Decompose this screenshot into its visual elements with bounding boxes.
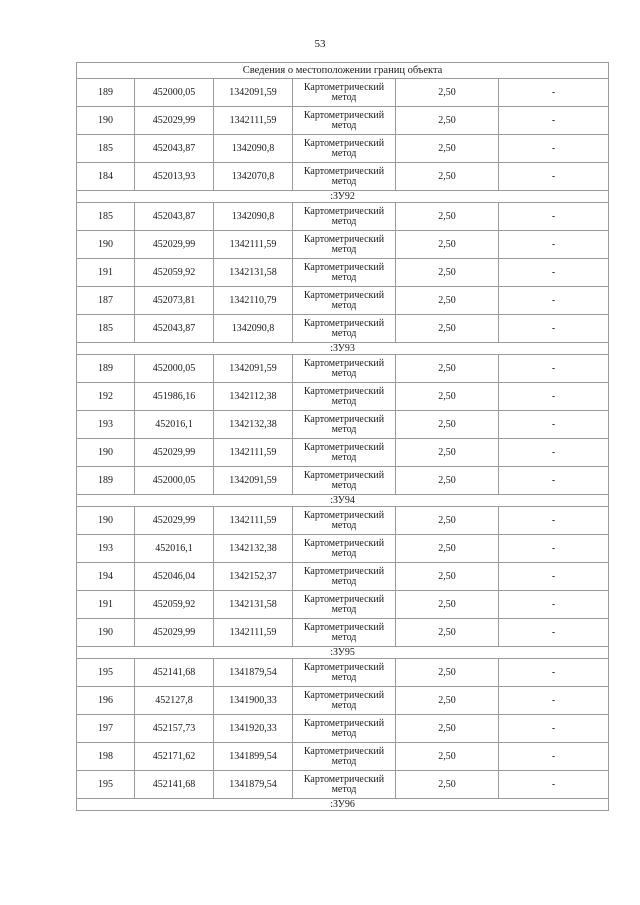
description-cell: - xyxy=(499,315,609,343)
x-coordinate-cell: 452046,04 xyxy=(135,563,214,591)
point-number-cell: 195 xyxy=(77,771,135,799)
boundary-coordinates-table xyxy=(76,62,609,811)
point-number-cell: 190 xyxy=(77,107,135,135)
accuracy-cell: 2,50 xyxy=(396,411,499,439)
description-cell: - xyxy=(499,439,609,467)
y-coordinate-cell: 1342090,8 xyxy=(214,315,293,343)
method-cell: Картометрический метод xyxy=(293,135,396,163)
description-cell: - xyxy=(499,259,609,287)
x-coordinate-cell: 452059,92 xyxy=(135,591,214,619)
accuracy-cell: 2,50 xyxy=(396,507,499,535)
description-cell: - xyxy=(499,659,609,687)
point-number-cell: 189 xyxy=(77,467,135,495)
x-coordinate-cell: 452043,87 xyxy=(135,203,214,231)
accuracy-cell: 2,50 xyxy=(396,315,499,343)
zone-label-row xyxy=(77,495,609,507)
zone-label: :ЗУ92 xyxy=(77,191,609,203)
accuracy-cell: 2,50 xyxy=(396,563,499,591)
x-coordinate-cell: 452016,1 xyxy=(135,535,214,563)
description-cell: - xyxy=(499,203,609,231)
description-cell: - xyxy=(499,355,609,383)
accuracy-cell: 2,50 xyxy=(396,619,499,647)
x-coordinate-cell: 452059,92 xyxy=(135,259,214,287)
description-cell: - xyxy=(499,411,609,439)
y-coordinate-cell: 1342091,59 xyxy=(214,79,293,107)
point-number-cell: 190 xyxy=(77,507,135,535)
table-row xyxy=(77,535,609,563)
method-cell: Картометрический метод xyxy=(293,287,396,315)
method-cell: Картометрический метод xyxy=(293,355,396,383)
x-coordinate-cell: 452000,05 xyxy=(135,467,214,495)
method-cell: Картометрический метод xyxy=(293,439,396,467)
y-coordinate-cell: 1341899,54 xyxy=(214,743,293,771)
point-number-cell: 187 xyxy=(77,287,135,315)
accuracy-cell: 2,50 xyxy=(396,743,499,771)
y-coordinate-cell: 1342111,59 xyxy=(214,231,293,259)
x-coordinate-cell: 452141,68 xyxy=(135,771,214,799)
table-row xyxy=(77,659,609,687)
x-coordinate-cell: 452000,05 xyxy=(135,79,214,107)
y-coordinate-cell: 1342152,37 xyxy=(214,563,293,591)
description-cell: - xyxy=(499,383,609,411)
description-cell: - xyxy=(499,535,609,563)
accuracy-cell: 2,50 xyxy=(396,107,499,135)
x-coordinate-cell: 452029,99 xyxy=(135,231,214,259)
accuracy-cell: 2,50 xyxy=(396,771,499,799)
y-coordinate-cell: 1341920,33 xyxy=(214,715,293,743)
table-row xyxy=(77,687,609,715)
description-cell: - xyxy=(499,715,609,743)
description-cell: - xyxy=(499,771,609,799)
point-number-cell: 190 xyxy=(77,439,135,467)
x-coordinate-cell: 452029,99 xyxy=(135,507,214,535)
method-cell: Картометрический метод xyxy=(293,743,396,771)
table-row xyxy=(77,439,609,467)
y-coordinate-cell: 1342111,59 xyxy=(214,619,293,647)
method-cell: Картометрический метод xyxy=(293,203,396,231)
table-row xyxy=(77,383,609,411)
method-cell: Картометрический метод xyxy=(293,315,396,343)
point-number-cell: 190 xyxy=(77,231,135,259)
y-coordinate-cell: 1342090,8 xyxy=(214,135,293,163)
point-number-cell: 184 xyxy=(77,163,135,191)
description-cell: - xyxy=(499,135,609,163)
table-row xyxy=(77,507,609,535)
point-number-cell: 191 xyxy=(77,259,135,287)
x-coordinate-cell: 451986,16 xyxy=(135,383,214,411)
y-coordinate-cell: 1342132,38 xyxy=(214,535,293,563)
table-row xyxy=(77,715,609,743)
method-cell: Картометрический метод xyxy=(293,163,396,191)
accuracy-cell: 2,50 xyxy=(396,535,499,563)
point-number-cell: 193 xyxy=(77,535,135,563)
method-cell: Картометрический метод xyxy=(293,231,396,259)
y-coordinate-cell: 1342112,38 xyxy=(214,383,293,411)
x-coordinate-cell: 452043,87 xyxy=(135,315,214,343)
accuracy-cell: 2,50 xyxy=(396,715,499,743)
point-number-cell: 197 xyxy=(77,715,135,743)
point-number-cell: 185 xyxy=(77,203,135,231)
accuracy-cell: 2,50 xyxy=(396,355,499,383)
table-row xyxy=(77,467,609,495)
method-cell: Картометрический метод xyxy=(293,259,396,287)
table-caption-row xyxy=(77,63,609,79)
description-cell: - xyxy=(499,619,609,647)
method-cell: Картометрический метод xyxy=(293,107,396,135)
point-number-cell: 195 xyxy=(77,659,135,687)
table-row xyxy=(77,743,609,771)
y-coordinate-cell: 1342131,58 xyxy=(214,259,293,287)
method-cell: Картометрический метод xyxy=(293,411,396,439)
accuracy-cell: 2,50 xyxy=(396,231,499,259)
y-coordinate-cell: 1342091,59 xyxy=(214,355,293,383)
point-number-cell: 189 xyxy=(77,79,135,107)
y-coordinate-cell: 1341879,54 xyxy=(214,771,293,799)
point-number-cell: 189 xyxy=(77,355,135,383)
zone-label-row xyxy=(77,343,609,355)
y-coordinate-cell: 1342111,59 xyxy=(214,439,293,467)
description-cell: - xyxy=(499,467,609,495)
table-row xyxy=(77,563,609,591)
table-row xyxy=(77,315,609,343)
zone-label: :ЗУ95 xyxy=(77,647,609,659)
x-coordinate-cell: 452016,1 xyxy=(135,411,214,439)
method-cell: Картометрический метод xyxy=(293,715,396,743)
point-number-cell: 190 xyxy=(77,619,135,647)
table-row xyxy=(77,79,609,107)
accuracy-cell: 2,50 xyxy=(396,467,499,495)
zone-label-row xyxy=(77,799,609,811)
page-number: 53 xyxy=(314,38,326,50)
y-coordinate-cell: 1342132,38 xyxy=(214,411,293,439)
table-row xyxy=(77,619,609,647)
description-cell: - xyxy=(499,507,609,535)
description-cell: - xyxy=(499,107,609,135)
description-cell: - xyxy=(499,687,609,715)
zone-label: :ЗУ96 xyxy=(77,799,609,811)
point-number-cell: 191 xyxy=(77,591,135,619)
method-cell: Картометрический метод xyxy=(293,507,396,535)
y-coordinate-cell: 1341879,54 xyxy=(214,659,293,687)
method-cell: Картометрический метод xyxy=(293,771,396,799)
zone-label-row xyxy=(77,191,609,203)
accuracy-cell: 2,50 xyxy=(396,591,499,619)
table-row xyxy=(77,287,609,315)
table-row xyxy=(77,591,609,619)
y-coordinate-cell: 1342111,59 xyxy=(214,107,293,135)
point-number-cell: 185 xyxy=(77,135,135,163)
point-number-cell: 185 xyxy=(77,315,135,343)
accuracy-cell: 2,50 xyxy=(396,163,499,191)
point-number-cell: 192 xyxy=(77,383,135,411)
y-coordinate-cell: 1342090,8 xyxy=(214,203,293,231)
method-cell: Картометрический метод xyxy=(293,659,396,687)
x-coordinate-cell: 452043,87 xyxy=(135,135,214,163)
y-coordinate-cell: 1342091,59 xyxy=(214,467,293,495)
x-coordinate-cell: 452157,73 xyxy=(135,715,214,743)
zone-label: :ЗУ94 xyxy=(77,495,609,507)
accuracy-cell: 2,50 xyxy=(396,79,499,107)
description-cell: - xyxy=(499,287,609,315)
method-cell: Картометрический метод xyxy=(293,687,396,715)
accuracy-cell: 2,50 xyxy=(396,259,499,287)
table-row xyxy=(77,771,609,799)
x-coordinate-cell: 452141,68 xyxy=(135,659,214,687)
table-row xyxy=(77,259,609,287)
zone-label: :ЗУ93 xyxy=(77,343,609,355)
description-cell: - xyxy=(499,163,609,191)
zone-label-row xyxy=(77,647,609,659)
x-coordinate-cell: 452000,05 xyxy=(135,355,214,383)
x-coordinate-cell: 452127,8 xyxy=(135,687,214,715)
description-cell: - xyxy=(499,79,609,107)
accuracy-cell: 2,50 xyxy=(396,287,499,315)
y-coordinate-cell: 1342111,59 xyxy=(214,507,293,535)
table-row xyxy=(77,135,609,163)
table-row xyxy=(77,203,609,231)
table-row xyxy=(77,231,609,259)
table-row xyxy=(77,163,609,191)
accuracy-cell: 2,50 xyxy=(396,135,499,163)
x-coordinate-cell: 452029,99 xyxy=(135,619,214,647)
accuracy-cell: 2,50 xyxy=(396,659,499,687)
x-coordinate-cell: 452029,99 xyxy=(135,439,214,467)
description-cell: - xyxy=(499,743,609,771)
description-cell: - xyxy=(499,591,609,619)
y-coordinate-cell: 1341900,33 xyxy=(214,687,293,715)
point-number-cell: 194 xyxy=(77,563,135,591)
accuracy-cell: 2,50 xyxy=(396,383,499,411)
method-cell: Картометрический метод xyxy=(293,383,396,411)
accuracy-cell: 2,50 xyxy=(396,439,499,467)
point-number-cell: 198 xyxy=(77,743,135,771)
method-cell: Картометрический метод xyxy=(293,619,396,647)
table-row xyxy=(77,107,609,135)
method-cell: Картометрический метод xyxy=(293,535,396,563)
point-number-cell: 193 xyxy=(77,411,135,439)
x-coordinate-cell: 452029,99 xyxy=(135,107,214,135)
x-coordinate-cell: 452013,93 xyxy=(135,163,214,191)
x-coordinate-cell: 452171,62 xyxy=(135,743,214,771)
accuracy-cell: 2,50 xyxy=(396,687,499,715)
description-cell: - xyxy=(499,563,609,591)
table-row xyxy=(77,355,609,383)
method-cell: Картометрический метод xyxy=(293,591,396,619)
x-coordinate-cell: 452073,81 xyxy=(135,287,214,315)
description-cell: - xyxy=(499,231,609,259)
method-cell: Картометрический метод xyxy=(293,79,396,107)
point-number-cell: 196 xyxy=(77,687,135,715)
y-coordinate-cell: 1342070,8 xyxy=(214,163,293,191)
method-cell: Картометрический метод xyxy=(293,467,396,495)
accuracy-cell: 2,50 xyxy=(396,203,499,231)
y-coordinate-cell: 1342131,58 xyxy=(214,591,293,619)
method-cell: Картометрический метод xyxy=(293,563,396,591)
table-caption: Сведения о местоположении границ объекта xyxy=(77,63,609,79)
table-row xyxy=(77,411,609,439)
y-coordinate-cell: 1342110,79 xyxy=(214,287,293,315)
